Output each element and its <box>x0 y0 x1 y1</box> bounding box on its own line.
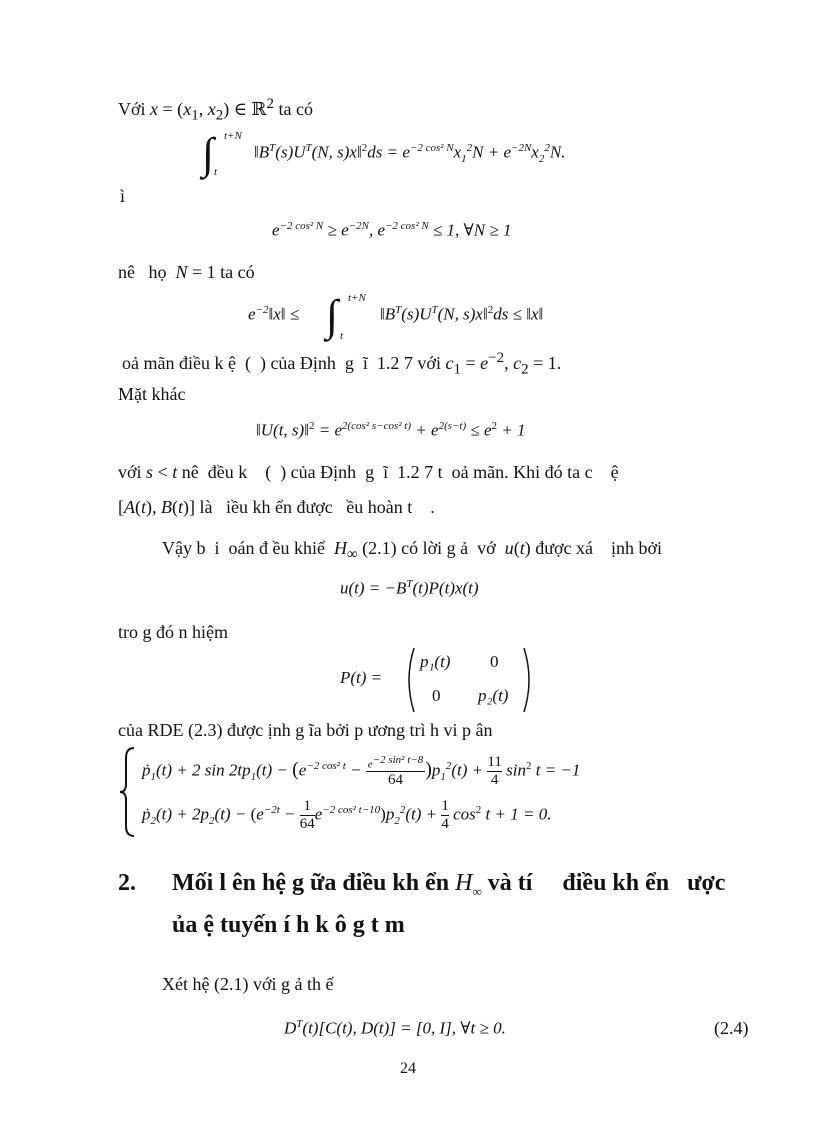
page-number: 24 <box>400 1060 416 1077</box>
text-line-5: Mặt khác <box>118 384 186 404</box>
section-number: 2. <box>118 870 136 896</box>
system-eq-1: ṗ$_1$(t) + 2 $\sin 2tp_1(t) - (e^{-2 cos^2 t}$ − $e^{-2 sin^2 t-8}$ 64 )$p_1^2(t)$ + $\frac{11}{4}$ $\sin^2 t = -1$ <box>142 754 581 788</box>
section-title-line-1: Mối l ên hệ g ữa điều kh ển $H_\infty$ và tí điều kh ển ược <box>172 870 726 899</box>
left-brace <box>118 746 138 838</box>
text-line-3: nê họ N = 1 ta có <box>118 262 255 282</box>
equation-1: t+N ∫ t $‖B^T(s)U^T(N$, s)x‖$^2$ds = $e^{-2 cos^2 N}x_1^2N + e^{-2N}x_2^2N$. <box>202 129 566 178</box>
equation-7: $D^T(t)[C(t)$, D(t)] = [0, I], ∀t ≥ 0. <box>284 1018 506 1038</box>
section-title-line-2: ủa ệ tuyến í h k ô g t m <box>172 912 405 938</box>
system-eq-2: ṗ$_2$(t) + $2p_2(t) - (e^{-2t}$ − $\frac{1}{64}$ $e^{-2 cos^2 t-10})p_2^2(t)$ + $\frac{1}{4}$ $\cos^2 t + 1 = 0$. <box>142 798 552 832</box>
text-line-11: Xét hệ (2.1) với g ả th ế <box>162 974 334 994</box>
matrix-b: 0 <box>490 652 499 671</box>
left-paren <box>402 646 416 714</box>
equation-5: $u(t) = -B^T(t)P(t)x(t)$ <box>340 578 479 598</box>
equation-2: $e^{-2 cos^2 N} \ge e^{-2N}$, $e^{-2 cos^2 N} \le 1$, ∀N ≥ 1 <box>272 220 512 240</box>
matrix-c: 0 <box>432 686 441 705</box>
equation-7-number: (2.4) <box>714 1018 749 1038</box>
matrix-a: p₁(t) <box>420 652 451 671</box>
text-line-10: của RDE (2.3) được ịnh g ĩa bởi p ương trì h vi p ân <box>118 720 493 740</box>
matrix-lhs: P(t) = <box>340 668 383 687</box>
right-paren <box>522 646 536 714</box>
equation-system <box>118 744 738 840</box>
text-line-7: [A(t), B(t)] là iều kh ển được ều hoàn t . <box>118 497 435 517</box>
equation-3: $e^{-2}‖x‖$ ≤ t+N ∫ t $‖B^T(s)U^T(N$, s)x‖$^2$ds ≤ ‖x‖ <box>248 291 544 342</box>
text-line-8: Vậy b i oán đ ều khiể $H_\infty$ (2.1) có lời g ả vớ u(t) được xá ịnh bởi <box>162 538 662 563</box>
text-line-9: tro g đó n hiệm <box>118 622 228 642</box>
text-line-4: oả mãn điều k ệ ( ) của Định g ĩ 1.2 7 với $c_1 = e^{-2}$, $c_2 = 1$. <box>122 350 562 378</box>
matrix-d: p₂(t) <box>478 686 509 705</box>
equation-6-matrix <box>340 646 540 716</box>
text-line-2: ì <box>120 186 126 206</box>
text-line-1: Với $x = (x_1$, $x_2$) ∈ ℝ$^2$ ta có <box>118 96 313 124</box>
text-line-6: với s < t nê đều k ( ) của Định g ĩ 1.2 7 t oả mãn. Khi đó ta c ệ <box>118 462 619 482</box>
equation-4: ‖U(t, s)‖$^2$ = $e^{2(cos^2 s-cos^2 t)} + e^{2(s-t)} \le e^2 + 1$ <box>256 420 526 440</box>
